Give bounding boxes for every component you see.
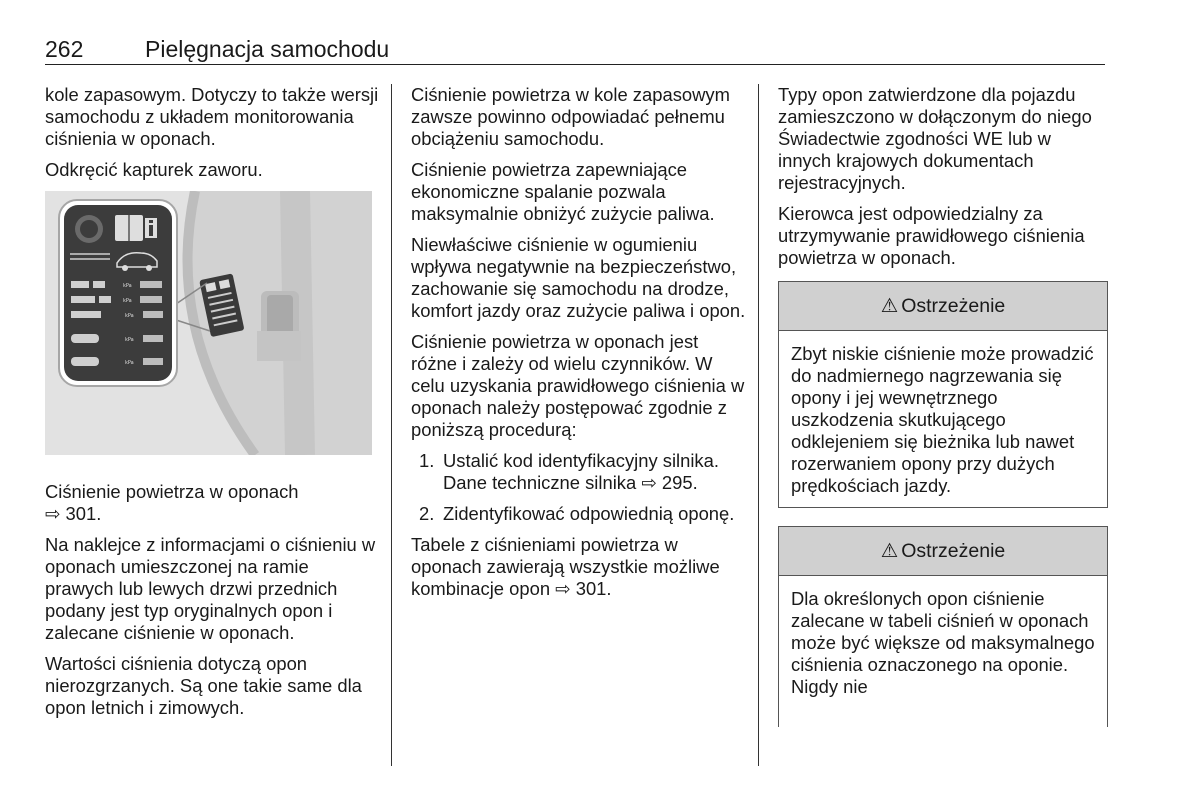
paragraph: Tabele z ciśnieniami powietrza w oponach zawierają wszystkie możliwe kombinacje opon ⇨ 301. bbox=[411, 534, 720, 599]
paragraph: Typy opon zatwierdzone dla pojazdu zamieszczono w dołączonym do niego Świadectwie zgodności WE lub w innych krajowych dokumentach rejestracyjnych. bbox=[778, 84, 1092, 193]
svg-text:kPa: kPa bbox=[123, 283, 132, 289]
warning-text: Dla określonych opon ciśnienie zalecane w tabeli ciśnień w oponach może być większe od maksymalnego ciśnienia oznaczonego na oponie. Nigdy nie bbox=[791, 588, 1095, 697]
paragraph: Na naklejce z informacjami o ciśnieniu w oponach umieszczonej na ramie prawych lub lewych drzwi przednich podany jest typ oryginalnych opon i zalecane ciśnienie w oponach. bbox=[45, 534, 376, 643]
paragraph: Ciśnienie powietrza w oponach jest różne i zależy od wielu czynników. W celu uzyskania prawidłowego ciśnienia w oponach należy postępować zgodnie z poniższą procedurą: bbox=[411, 331, 745, 440]
warning-header: ⚠ Ostrzeżenie bbox=[779, 527, 1107, 576]
page-reference[interactable]: ⇨ 301. bbox=[45, 503, 102, 524]
tire-pressure-label-figure bbox=[45, 191, 372, 455]
svg-text:kPa: kPa bbox=[125, 360, 134, 366]
page-header bbox=[45, 32, 1105, 65]
svg-text:kPa: kPa bbox=[125, 313, 134, 319]
warning-header: ⚠ Ostrzeżenie bbox=[779, 282, 1107, 331]
warning-triangle-icon: ⚠ bbox=[880, 540, 899, 562]
page-title: Pielęgnacja samochodu bbox=[145, 36, 390, 62]
procedure-list bbox=[411, 450, 746, 525]
door-frame-illustration bbox=[45, 191, 372, 455]
svg-text:kPa: kPa bbox=[125, 337, 134, 343]
arrow-right-icon: ⇨ bbox=[555, 578, 571, 599]
warning-box bbox=[778, 526, 1108, 727]
column-2 bbox=[411, 84, 746, 609]
paragraph: Niewłaściwe ciśnienie w ogumieniu wpływa negatywnie na bezpieczeństwo, zachowanie się samochodu na drodze, komfort jazdy oraz zużycie paliwa i opon. bbox=[411, 234, 746, 321]
paragraph: Ciśnienie powietrza zapewniające ekonomiczne spalanie pozwala maksymalnie obniżyć zużycie paliwa. bbox=[411, 159, 715, 224]
paragraph: Kierowca jest odpowiedzialny za utrzymywanie prawidłowego ciśnienia powietrza w oponach. bbox=[778, 203, 1085, 268]
warning-text: Zbyt niskie ciśnienie może prowadzić do nadmiernego nagrzewania się opony i jej wewnętrznego uszkodzenia skutkującego odklejeniem się bieżnika lub nawet rozerwaniem opony przy dużych prędkościach jazdy. bbox=[791, 343, 1094, 496]
column-divider bbox=[758, 84, 759, 766]
list-item: 1. Ustalić kod identyfikacyjny silnika. Dane techniczne silnika ⇨ 295. bbox=[419, 450, 719, 493]
warning-box bbox=[778, 281, 1108, 508]
paragraph: kole zapasowym. Dotyczy to także wersji samochodu z układem monitorowania ciśnienia w oponach. bbox=[45, 84, 379, 149]
page-number: 262 bbox=[45, 36, 84, 62]
arrow-right-icon: ⇨ bbox=[45, 503, 61, 524]
paragraph: Wartości ciśnienia dotyczą opon nierozgrzanych. Są one takie same dla opon letnich i zimowych. bbox=[45, 653, 362, 718]
page-reference[interactable]: ⇨ 295. bbox=[641, 472, 698, 493]
column-1 bbox=[45, 84, 380, 728]
paragraph: Ciśnienie powietrza w kole zapasowym zawsze powinno odpowiadać pełnemu obciążeniu samochodu. bbox=[411, 84, 730, 149]
list-item: 2. Zidentyfikować odpowiednią oponę. bbox=[419, 503, 735, 524]
svg-text:kPa: kPa bbox=[123, 298, 132, 304]
paragraph: Odkręcić kapturek zaworu. bbox=[45, 159, 263, 180]
page-reference[interactable]: ⇨ 301. bbox=[555, 578, 612, 599]
arrow-right-icon: ⇨ bbox=[641, 472, 657, 493]
column-divider bbox=[391, 84, 392, 766]
column-3 bbox=[778, 84, 1108, 745]
warning-triangle-icon: ⚠ bbox=[880, 295, 899, 317]
paragraph: Ciśnienie powietrza w oponach ⇨ 301. bbox=[45, 481, 299, 524]
